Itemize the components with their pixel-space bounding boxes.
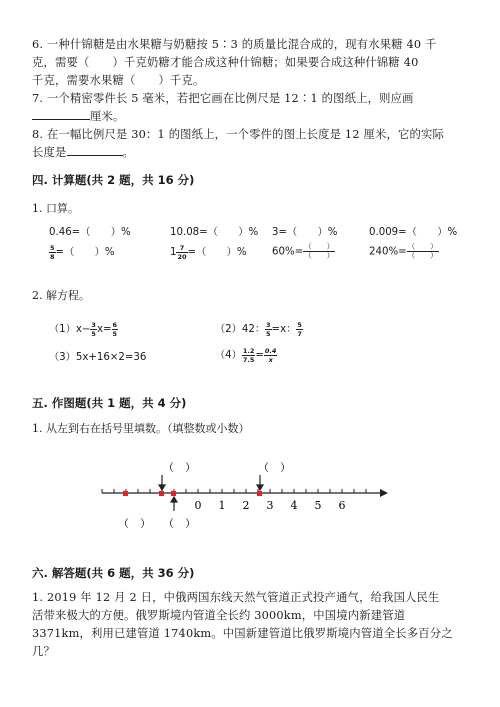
fraction: $\frac{5}{8}$ bbox=[50, 243, 55, 261]
q8-prefix: 长度是 bbox=[32, 146, 67, 159]
calc-r2-d: 240%= $\frac{( )}{( )}$ bbox=[369, 242, 438, 260]
answer-blank[interactable] bbox=[67, 145, 123, 156]
q7-line1: 7. 一个精密零件长 5 毫米，若把它画在比例尺是 12∶1 的图纸上，则应画 bbox=[32, 92, 414, 105]
calc-r1-c: 3=（ ）% bbox=[272, 227, 338, 238]
equation-3: （3）5x+16×2=36 bbox=[49, 352, 147, 363]
fraction: $\frac{3}{5}$ bbox=[266, 320, 271, 338]
q6-line2: 克，需要（ ）千克奶糖才能合成这种什锦糖；如果要合成这种什锦糖 40 bbox=[32, 56, 419, 69]
marker-2 bbox=[159, 491, 164, 496]
section5-title: 五. 作图题(共 1 题，共 4 分) bbox=[32, 396, 187, 410]
calc-r2-b: 1 $\frac{7}{20}$ =（ ）% bbox=[170, 243, 247, 261]
calc-r1-d: 0.009=（ ）% bbox=[369, 227, 458, 238]
q8-line1: 8. 在一幅比例尺是 30：1 的图纸上，一个零件的图上长度是 12 厘米，它的实际 bbox=[32, 128, 444, 141]
fraction: $\frac{7}{20}$ bbox=[177, 243, 187, 261]
tick-label-1: 1 bbox=[218, 499, 226, 512]
marker-1 bbox=[123, 491, 128, 496]
fraction: $\frac{( )}{( )}$ bbox=[407, 242, 438, 260]
tick-labels bbox=[195, 499, 346, 512]
section5-sub1: 1. 从左到右在括号里填数。（填整数或小数） bbox=[32, 422, 250, 435]
equation-4: （4） $\frac{1.2}{7.5}$ = $\frac{0.4}{x}$ bbox=[215, 346, 277, 364]
marker-4 bbox=[257, 491, 262, 496]
tick-label-2: 2 bbox=[242, 499, 250, 512]
calc-r2-a: $\frac{5}{8}$ =（ ）% bbox=[50, 243, 115, 261]
calc-r2-c: 60%= $\frac{( )}{( )}$ bbox=[272, 242, 335, 260]
fraction: $\frac{( )}{( )}$ bbox=[304, 242, 335, 260]
axis-arrowhead bbox=[380, 489, 388, 497]
equation-2: （2）42： $\frac{3}{5}$ =x： $\frac{5}{7}$ bbox=[215, 320, 302, 338]
tick-label-3: 3 bbox=[266, 499, 274, 512]
s6-q1-line2: 活带来极大的方便。俄罗斯境内管道全长约 3000km，中国境内新建管道 bbox=[32, 609, 406, 622]
section4-sub2: 2. 解方程。 bbox=[32, 289, 90, 302]
q8-line2 bbox=[32, 144, 134, 160]
fraction: $\frac{1.2}{7.5}$ bbox=[242, 346, 255, 364]
q6-line1: 6. 一种什锦糖是由水果糖与奶糖按 5∶3 的质量比混合成的，现有水果糖 40 千 bbox=[32, 38, 437, 51]
q7-line2 bbox=[32, 108, 125, 124]
arrow-up-1-head bbox=[171, 497, 177, 502]
equation-1: （1）x− $\frac{3}{5}$ x= $\frac{6}{5}$ bbox=[49, 320, 118, 338]
s6-q1-line3: 3371km，利用已建管道 1740km。中国新建管道比俄罗斯境内管道全长多百分之 bbox=[32, 627, 453, 640]
tick-label-5: 5 bbox=[314, 499, 322, 512]
arrow-down-1-head bbox=[159, 485, 165, 490]
paren-below-2[interactable]: （ ） bbox=[163, 517, 196, 530]
paren-above-2[interactable]: （ ） bbox=[258, 461, 291, 474]
q7-suffix: 厘米。 bbox=[90, 110, 125, 123]
number-line bbox=[60, 455, 390, 535]
section4-sub1: 1. 口算。 bbox=[32, 202, 79, 215]
answer-blank[interactable] bbox=[32, 109, 90, 120]
tick-label-0: 0 bbox=[194, 499, 202, 512]
fraction: $\frac{3}{5}$ bbox=[91, 320, 96, 338]
paren-below-1[interactable]: （ ） bbox=[118, 517, 151, 530]
s6-q1-line1: 1. 2019 年 12 月 2 日，中俄两国东线天然气管道正式投产通气，给我国人民生 bbox=[32, 591, 440, 604]
marker-3 bbox=[171, 491, 176, 496]
paren-above-1[interactable]: （ ） bbox=[163, 461, 196, 474]
fraction: $\frac{6}{5}$ bbox=[112, 320, 118, 338]
section4-title: 四. 计算题(共 2 题，共 16 分) bbox=[32, 173, 195, 187]
tick-label-6: 6 bbox=[338, 499, 346, 512]
s6-q1-line4: 几？ bbox=[32, 645, 55, 658]
section6-title: 六. 解答题(共 6 题，共 36 分) bbox=[32, 566, 195, 580]
calc-r1-b: 10.08=（ ）% bbox=[170, 227, 259, 238]
fraction: $\frac{5}{7}$ bbox=[297, 320, 302, 338]
tick-label-4: 4 bbox=[290, 499, 298, 512]
q8-suffix: 。 bbox=[122, 146, 134, 159]
fraction: $\frac{0.4}{x}$ bbox=[264, 346, 277, 364]
q6-line3: 千克，需要水果糖（ ）千克。 bbox=[32, 74, 205, 87]
calc-r1-a: 0.46=（ ）% bbox=[49, 227, 131, 238]
